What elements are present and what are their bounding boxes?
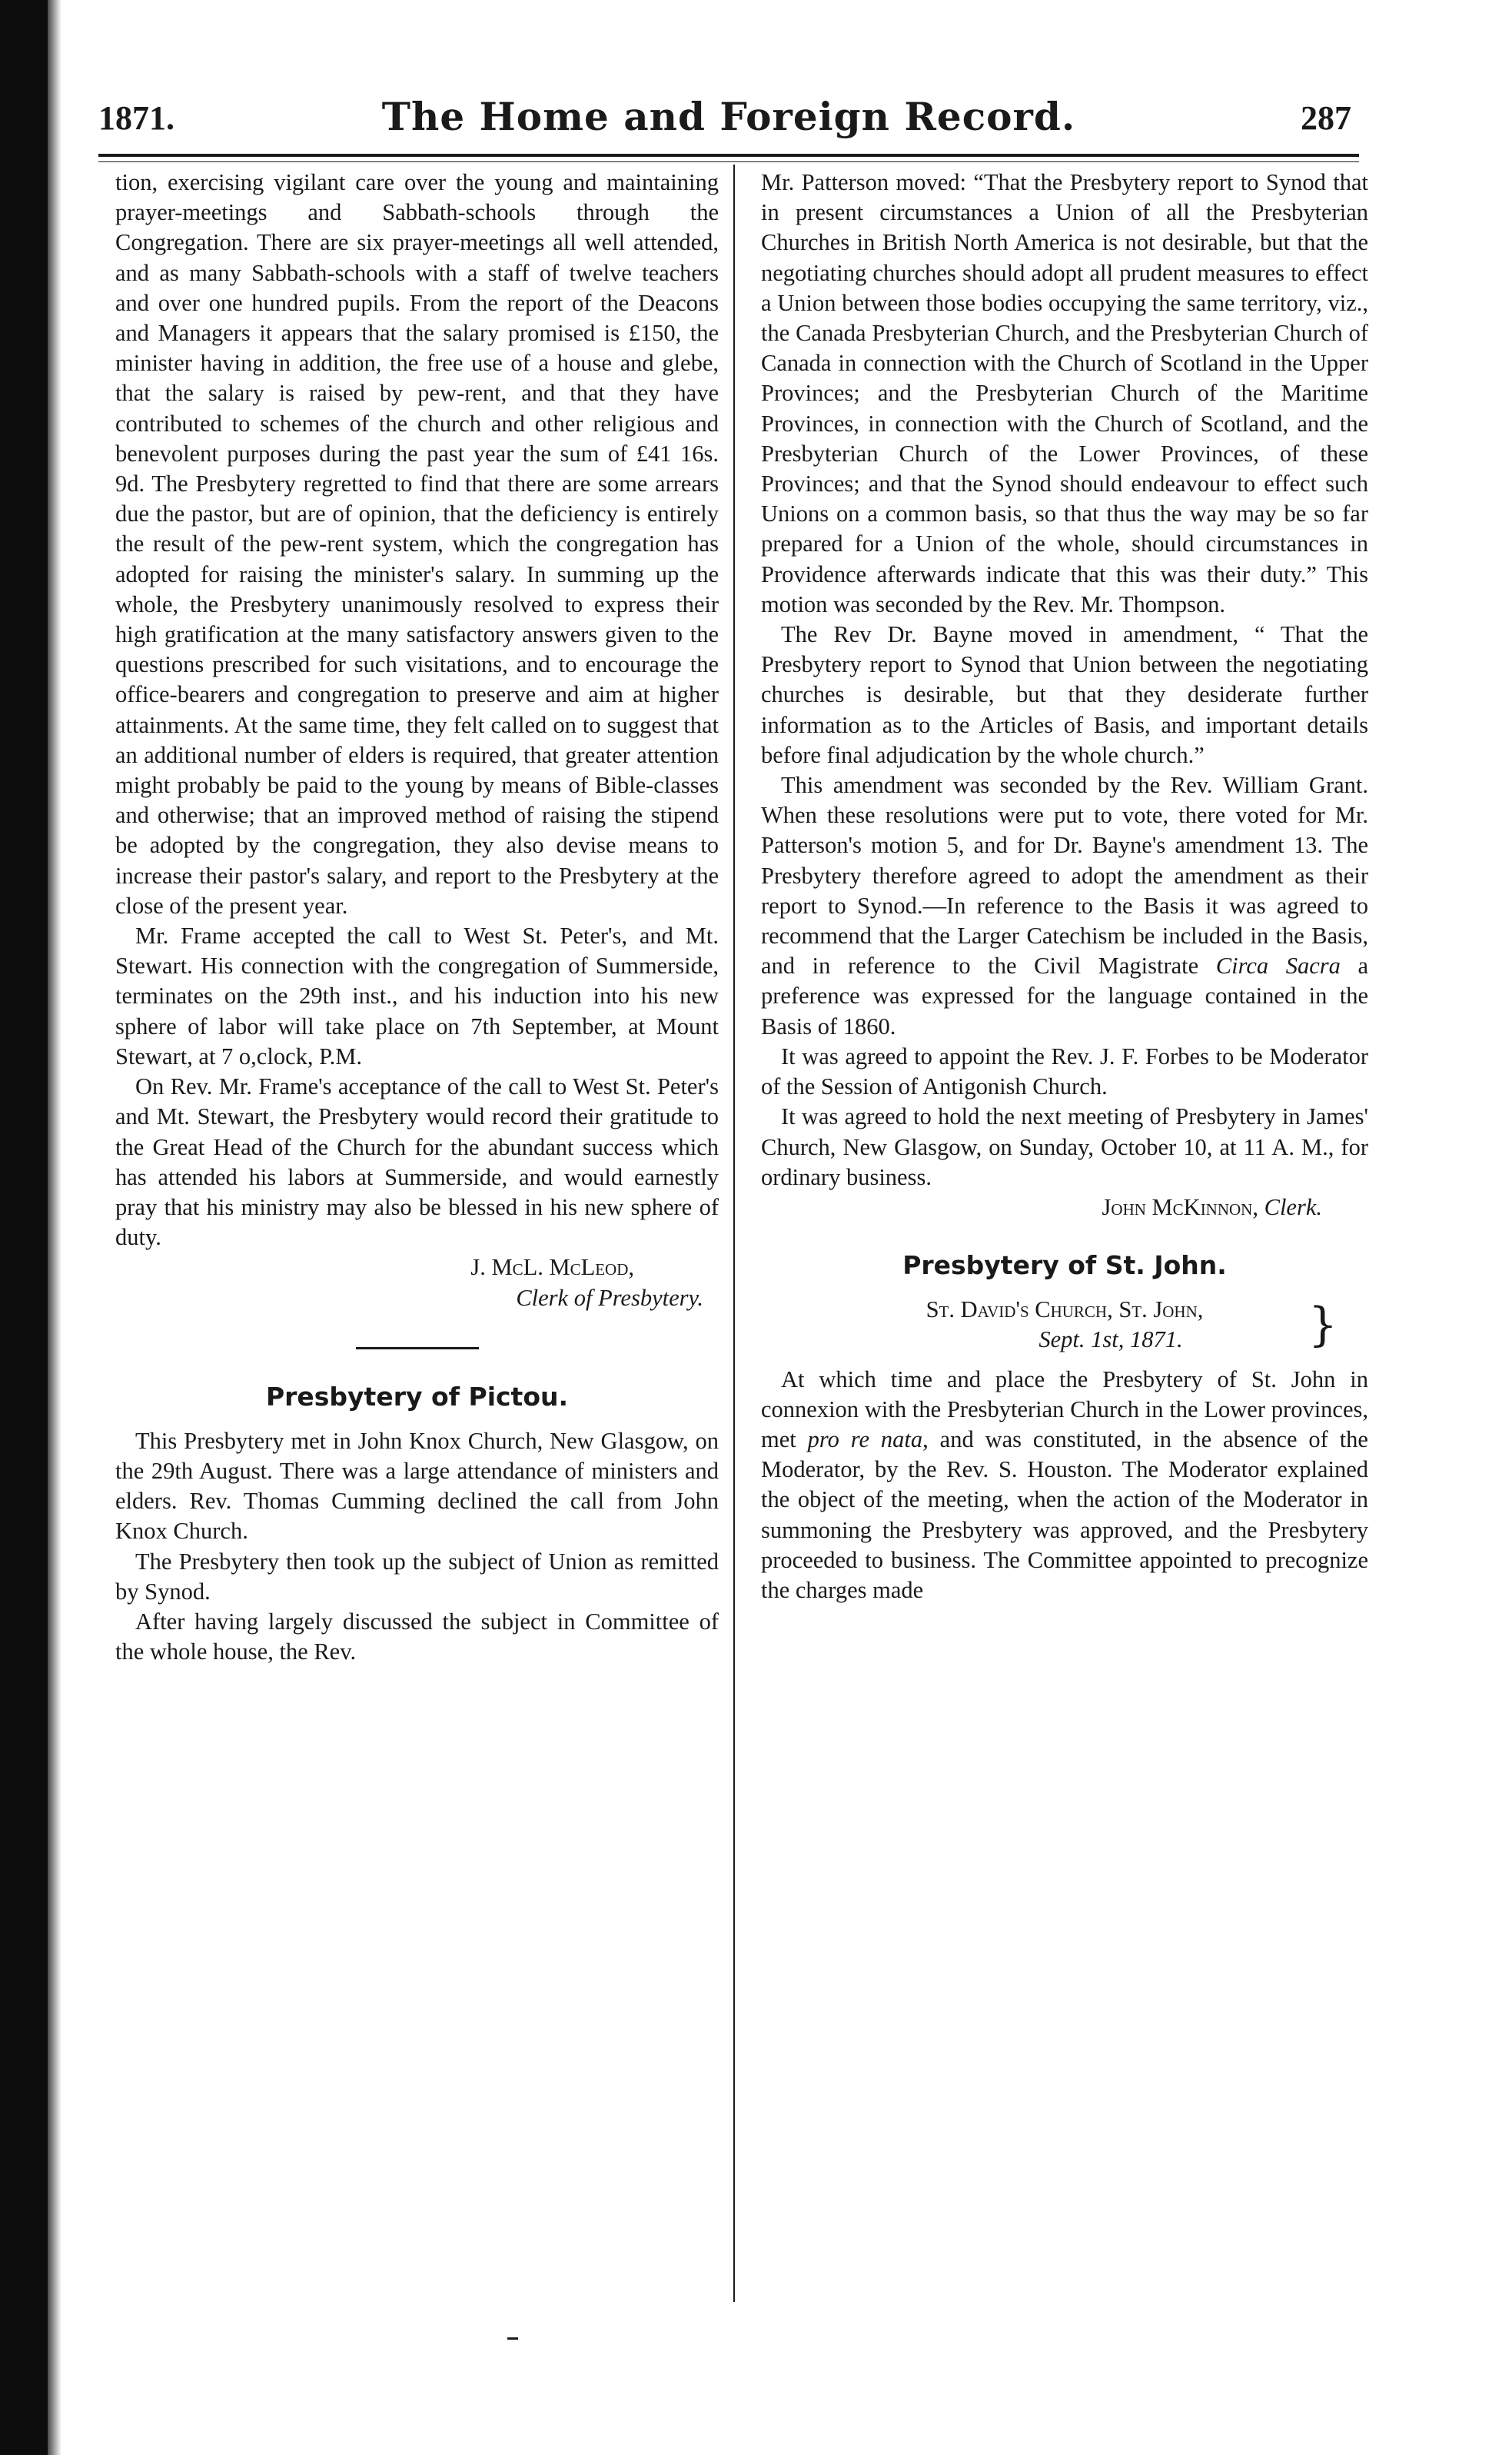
left-column (115, 168, 719, 1667)
header-rule-thin (98, 161, 1359, 162)
footer-mark (507, 2337, 518, 2340)
running-header (98, 94, 1359, 148)
section-heading: Presbytery of St. John. (902, 1250, 1227, 1281)
right-column (761, 168, 1368, 1605)
dateline (761, 1295, 1368, 1355)
header-rule (98, 154, 1359, 157)
paragraph: tion, exercising vigilant care over the young and maintaining prayer-meetings and Sabbath-schools through the Congregation. There are six prayer-meetings all well attended, and as many Sabbath-schools with a staff of twelve teachers and over one hundred pupils. From the report of the Deacons and Managers it appears that the salary promised is £150, the minister having in addition, the free use of a house and glebe, that the salary is raised by pew-rent, and that they have contributed to schemes of the church and other religious and benevolent purposes during the past year the sum of £41 16s. 9d. The Presbytery regretted to find that there are some arrears due the pastor, but are of opinion, that the deficiency is entirely the result of the pew-rent system, which the congregation has adopted for raising the minister's salary. In summing up the whole, the Presbytery unanimously resolved to express their high gratification at the many satisfactory answers given to the questions prescribed for such visitations, and to encourage the office-bearers and congregation to preserve and aim at higher attainments. At the same time, they felt called on to suggest that an additional number of elders is required, that greater attention might probably be paid to the young by means of Bible-classes and otherwise; that an improved method of raising the stipend be adopted by the congregation, they also devise means to increase their pastor's salary, and report to the Presbytery at the close of the present year. (115, 169, 719, 919)
header-year: 1871. (98, 99, 174, 137)
signature-title: Clerk of Presbytery. (516, 1284, 703, 1311)
paragraph: After having largely discussed the subject in Committee of the whole house, the Rev. (115, 1608, 719, 1665)
paragraph: The Rev Dr. Bayne moved in amendment, “ That the Presbytery report to Synod that Union between the negotiating churches is desirable, but that they desiderate further information as to the Articles of Basis, and important details before final adjudication by the whole church.” (761, 621, 1368, 768)
clerk-signature (761, 1193, 1368, 1223)
clerk-name: John McKinnon, (1102, 1193, 1258, 1220)
brace: } (1308, 1298, 1338, 1352)
paragraph: On Rev. Mr. Frame's acceptance of the call to West St. Peter's and Mt. Stewart, the Presbytery would record their gratitude to the Great Head of the Church for the abundant success which has attended his labors at Summerside, and would earnestly pray that his ministry may also be blessed in his new sphere of duty. (115, 1073, 719, 1251)
dateline-date: Sept. 1st, 1871. (1038, 1326, 1183, 1353)
binding-shadow (48, 0, 61, 2455)
italic-phrase: Circa Sacra (1215, 953, 1341, 980)
paragraph: Mr. Frame accepted the call to West St. Peter's, and Mt. Stewart. His connection with the congregation of Summerside, terminates on the 29th inst., and his induction into his new sphere of labor will take place on 7th September, at Mount Stewart, at 7 o,clock, P.M. (115, 923, 719, 1069)
paragraph: It was agreed to hold the next meeting of Presbytery in James' Church, New Glasgow, on Sunday, October 10, at 11 A. M., for ordinary business. (761, 1103, 1368, 1190)
section-divider (356, 1347, 479, 1349)
dateline-place: St. David's Church, St. John, (925, 1296, 1204, 1323)
text-run: , and was constituted, in the absence of the Moderator, by the Rev. S. Houston. The Moderator explained the object of the meeting, when the action of the Moderator in summoning the Presbytery was approved, and the Presbytery proceeded to business. The Committee appointed to precognize the charges made (761, 1425, 1368, 1603)
paragraph (761, 1365, 1368, 1606)
section-heading: Presbytery of Pictou. (265, 1381, 569, 1412)
text-run: a preference was expressed for the language contained in the Basis of 1860. (761, 953, 1368, 1040)
journal-title: The Home and Foreign Record. (381, 94, 1076, 139)
text-run: This amendment was seconded by the Rev. William Grant. When these resolutions were put to vote, there voted for Mr. Patterson's motion 5, and for Dr. Bayne's amendment 13. The Presbytery therefore agreed to adopt the amendment as their report to Synod.—In reference to the Basis it was agreed to recommend that the Larger Catechism be included in the Basis, and in reference to the Civil Magistrate (761, 772, 1368, 980)
paragraph: The Presbytery then took up the subject of Union as remitted by Synod. (115, 1548, 719, 1605)
paragraph (761, 770, 1368, 1042)
clerk-title: Clerk. (1264, 1193, 1322, 1220)
paragraph: It was agreed to appoint the Rev. J. F. Forbes to be Moderator of the Session of Antigonish Church. (761, 1043, 1368, 1100)
text-run: At which time and place the Presbytery of St. John in connexion with the Presbyterian Church in the Lower provinces, met (761, 1366, 1368, 1452)
paragraph: Mr. Patterson moved: “That the Presbytery report to Synod that in present circumstances a Union of all the Presbyterian Churches in British North America is not desirable, but that the negotiating churches should adopt all prudent measures to effect a Union between those bodies occupying the same territory, viz., the Canada Presbyterian Church, and the Presbyterian Church of Canada in connection with the Church of Scotland in the Upper Provinces; and the Presbyterian Church of the Maritime Provinces, in connection with the Church of Scotland, and the Presbyterian Church of the Lower Provinces, of these Provinces; and that the Synod should endeavour to effect such Unions on a common basis, so that thus the way may be so far prepared for a Union of the whole, should circumstances in Providence afterwards indicate that this was their duty.” This motion was seconded by the Rev. Mr. Thompson. (761, 169, 1368, 617)
column-divider (733, 165, 735, 2302)
paragraph: This Presbytery met in John Knox Church, New Glasgow, on the 29th August. There was a large attendance of ministers and elders. Rev. Thomas Cumming declined the call from John Knox Church. (115, 1427, 719, 1545)
binding-edge (0, 0, 48, 2455)
italic-phrase: pro re nata (807, 1425, 923, 1452)
page-number: 287 (1301, 99, 1351, 137)
signature-name: J. McL. McLeod, (470, 1254, 634, 1281)
